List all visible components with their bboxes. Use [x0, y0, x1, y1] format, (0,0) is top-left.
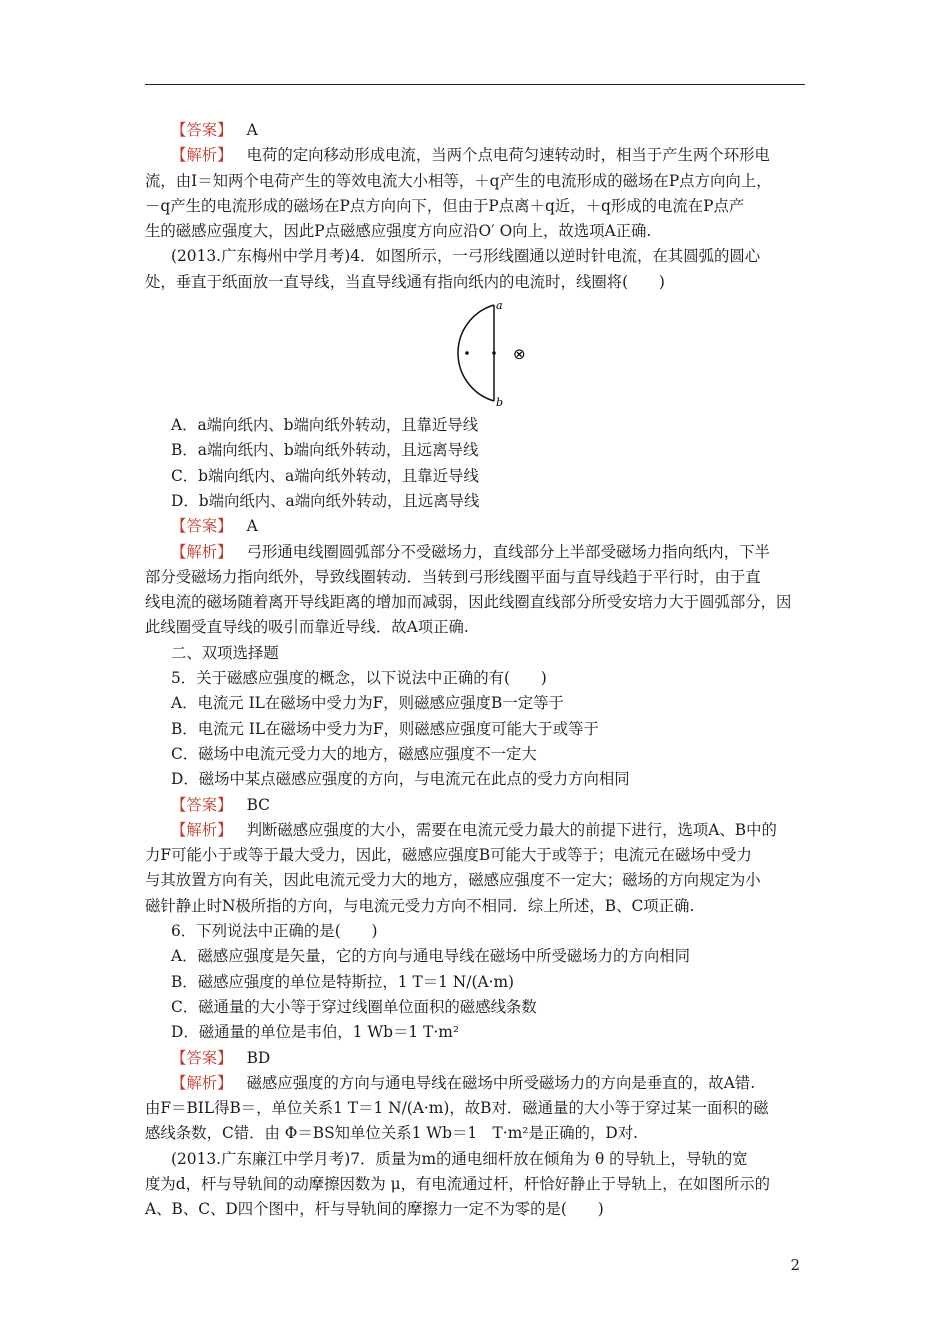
q5-answer-line	[145, 793, 810, 818]
q3-answer: A	[246, 121, 258, 139]
q7-stem-line-2: 度为d，杆与导轨间的动摩擦因数为 μ，有电流通过杆，杆恰好静止于导轨上，在如图所示的	[145, 1174, 770, 1193]
q6-option-d: D．磁通量的单位是韦伯，1 Wb＝1 T·m²	[171, 1023, 459, 1042]
q5-analysis-line-4: 磁针静止时N极所指的方向，与电流元受力方向不相同．综上所述，B、C项正确.	[145, 896, 695, 915]
coil-arc	[458, 305, 494, 401]
q6-analysis-line-2: 由F＝BIL得B＝，单位关系1 T＝1 N/(A·m)，故B对．磁通量的大小等于穿过某一面积的磁	[145, 1099, 769, 1118]
analysis-tag: 【解析】	[171, 820, 233, 839]
q3-analysis-line-3: －q产生的电流形成的磁场在P点方向向下，但由于P点离＋q近，＋q形成的电流在P点产	[145, 196, 745, 215]
analysis-tag: 【解析】	[171, 146, 233, 165]
q5-option-d: D．磁场中某点磁感应强度的方向，与电流元在此点的受力方向相同	[171, 770, 630, 789]
q4-answer: A	[246, 517, 258, 536]
q5-stem: 5．关于磁感应强度的概念，以下说法中正确的有( )	[171, 669, 547, 688]
q5-answer: BC	[246, 795, 270, 814]
q7-stem-line-3: A、B、C、D四个图中，杆与导轨间的摩擦力一定不为零的是( )	[145, 1200, 604, 1219]
q4-stem-line-1: (2013.广东梅州中学月考)4．如图所示，一弓形线圈通以逆时针电流，在其圆弧的圆心	[171, 247, 761, 266]
q4-option-b: B．a端向纸内、b端向纸外转动，且远离导线	[171, 441, 479, 460]
q5-analysis-text-1: 判断磁感应强度的大小，需要在电流元受力最大的前提下进行，选项A、B中的	[246, 820, 777, 839]
q4-analysis-line-4: 此线圈受直导线的吸引而靠近导线．故A项正确.	[145, 618, 469, 637]
q4-analysis-line-1	[145, 540, 810, 565]
q4-analysis-line-2: 部分受磁场力指向纸外，导致线圈转动．当转到弓形线圈平面与直导线趋于平行时，由于直	[145, 567, 761, 586]
analysis-tag: 【解析】	[171, 542, 233, 561]
q6-stem: 6．下列说法中正确的是( )	[171, 922, 378, 941]
page-content	[145, 118, 810, 1223]
q4-option-c: C．b端向纸内、a端向纸外转动，且靠近导线	[171, 466, 479, 485]
q6-option-c: C．磁通量的大小等于穿过线圈单位面积的磁感线条数	[171, 997, 537, 1016]
label-b: b	[496, 396, 504, 410]
q3-answer-line	[145, 118, 810, 143]
q6-answer: BD	[246, 1048, 271, 1067]
q4-figure	[145, 297, 810, 409]
q6-answer-line	[145, 1046, 810, 1071]
q5-analysis-line-3: 与其放置方向有关，因此电流元受力大的地方，磁感应强度不一定大；磁场的方向规定为小	[145, 871, 761, 890]
wire-into-page-icon: ⊗	[513, 345, 526, 364]
q5-analysis-line-1	[145, 818, 810, 843]
answer-tag: 【答案】	[171, 121, 233, 139]
header-rule	[145, 84, 805, 85]
q4-analysis-line-3: 线电流的磁场随着离开导线距离的增加而减弱，因此线圈直线部分所受安培力大于圆弧部分，因	[145, 593, 792, 612]
q5-analysis-line-2: 力F可能小于或等于最大受力，因此，磁感应强度B可能大于或等于；电流元在磁场中受力	[145, 846, 752, 865]
center-point	[492, 351, 496, 355]
q5-option-c: C．磁场中电流元受力大的地方，磁感应强度不一定大	[171, 744, 537, 763]
q5-option-a: A．电流元 IL在磁场中受力为F，则磁感应强度B一定等于	[171, 694, 564, 713]
answer-tag: 【答案】	[171, 1048, 233, 1067]
q3-analysis-text-1: 电荷的定向移动形成电流，当两个点电荷匀速转动时，相当于产生两个环形电	[246, 146, 770, 165]
page-number: 2	[790, 1256, 800, 1274]
q3-analysis-line-1	[145, 143, 810, 168]
q4-option-d: D．b端向纸内、a端向纸外转动，且远离导线	[171, 491, 480, 510]
q7-stem-line-1: (2013.广东廉江中学月考)7．质量为m的通电细杆放在倾角为 θ 的导轨上，导轨的宽	[171, 1149, 748, 1168]
q6-analysis-text-1: 磁感应强度的方向与通电导线在磁场中所受磁场力的方向是垂直的，故A错.	[246, 1073, 756, 1092]
section-2-title: 二、双项选择题	[171, 643, 279, 662]
q6-analysis-line-1	[145, 1071, 810, 1096]
q6-option-b: B．磁感应强度的单位是特斯拉，1 T＝1 N/(A·m)	[171, 972, 515, 991]
q4-answer-line	[145, 514, 810, 539]
arc-point	[465, 351, 469, 355]
answer-tag: 【答案】	[171, 517, 233, 536]
q5-option-b: B．电流元 IL在磁场中受力为F，则磁感应强度可能大于或等于	[171, 719, 599, 738]
analysis-tag: 【解析】	[171, 1073, 233, 1092]
label-a: a	[496, 299, 503, 313]
q3-analysis-line-4: 生的磁感应强度大，因此P点磁感应强度方向应沿O′ O向上，故选项A正确.	[145, 222, 652, 241]
q4-stem-line-2: 处，垂直于纸面放一直导线，当直导线通有指向纸内的电流时，线圈将( )	[145, 272, 665, 291]
answer-tag: 【答案】	[171, 795, 233, 814]
bow-coil-diagram	[145, 297, 810, 409]
q6-option-a: A．磁感应强度是矢量，它的方向与通电导线在磁场中所受磁场力的方向相同	[171, 947, 691, 966]
q3-analysis-line-2: 流，由I＝知两个电荷产生的等效电流大小相等，＋q产生的电流形成的磁场在P点方向向上，	[145, 171, 772, 190]
q6-analysis-line-3: 感线条数，C错．由 Φ＝BS知单位关系1 Wb＝1 T·m²是正确的，D对.	[145, 1124, 639, 1143]
q4-analysis-text-1: 弓形通电线圈圆弧部分不受磁场力，直线部分上半部受磁场力指向纸内，下半	[246, 542, 770, 561]
q4-option-a: A．a端向纸内、b端向纸外转动，且靠近导线	[171, 416, 479, 435]
